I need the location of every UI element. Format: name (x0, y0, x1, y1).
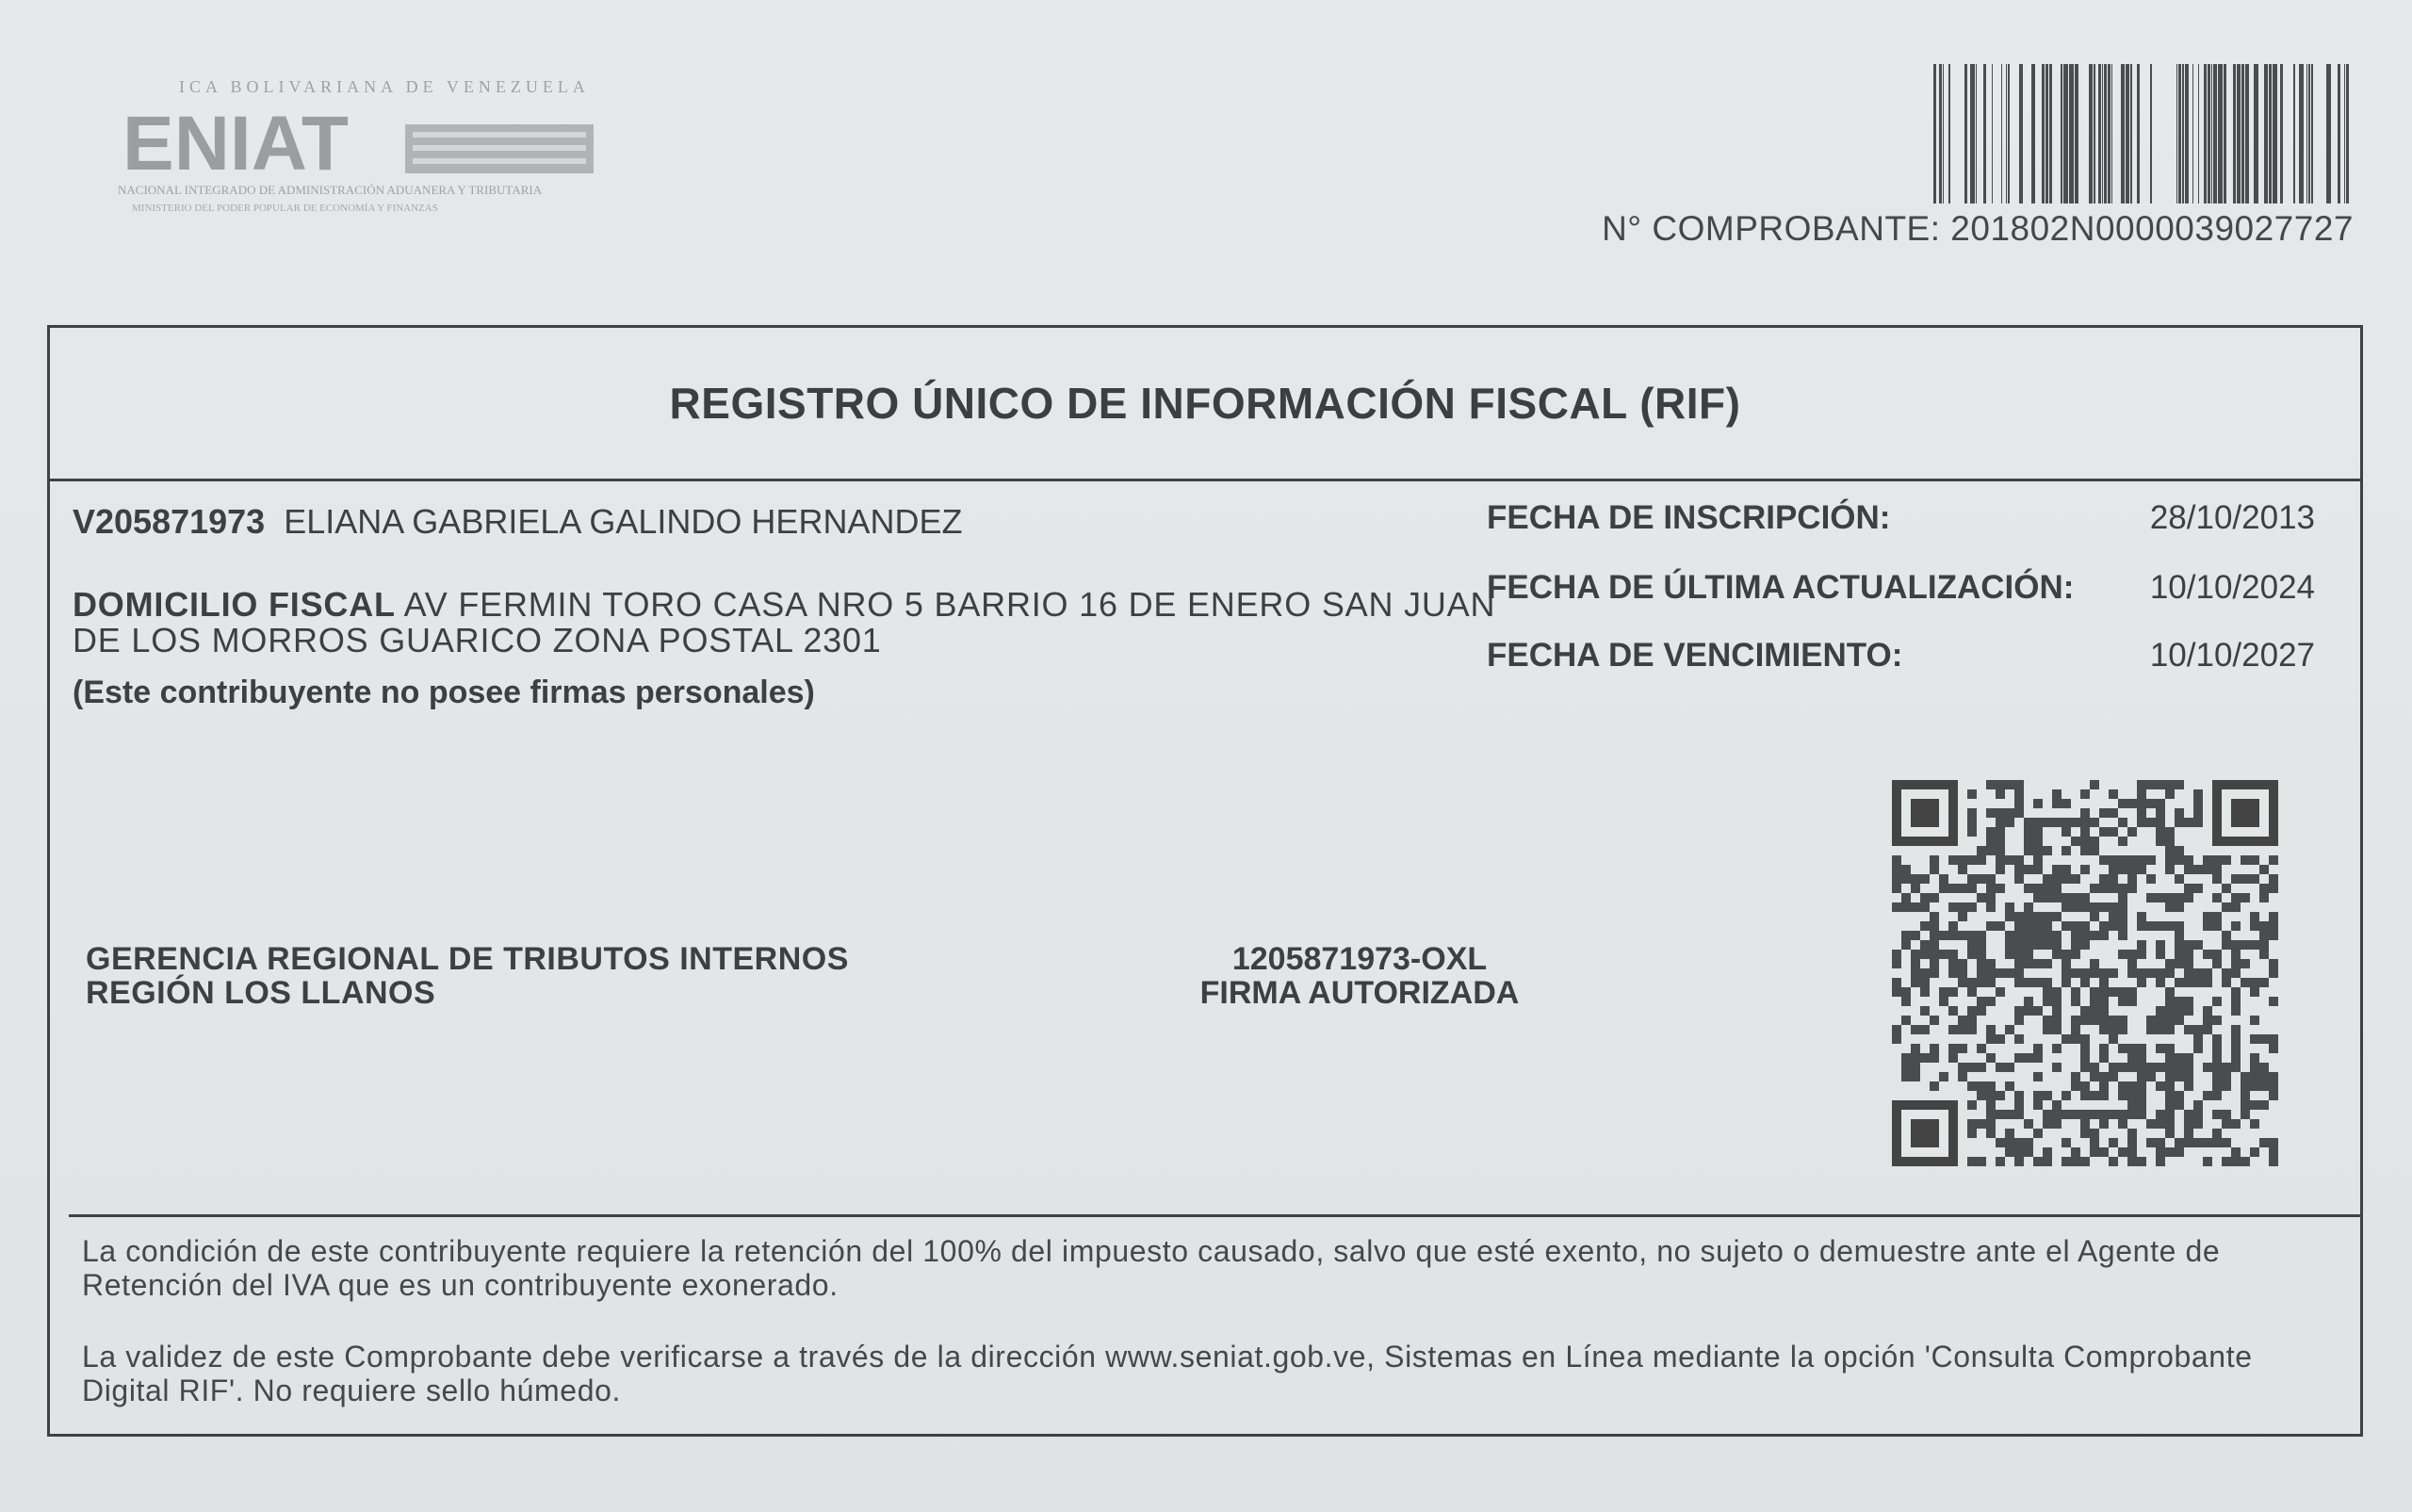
fecha-vencimiento-label: FECHA DE VENCIMIENTO: (1487, 637, 1903, 674)
taxpayer-name: ELIANA GABRIELA GALINDO HERNANDEZ (284, 502, 963, 541)
qr-code (1892, 780, 2278, 1166)
retencion-note: La condición de este contribuyente requiere la retención del 100% del impuesto causado, salvo que esté exento, no sujeto o demuestre ante el Agente de Retención del IVA que es un contribuyente exonerado. (82, 1234, 2221, 1302)
taxpayer-id-line (73, 502, 962, 542)
rif-number: V205871973 (73, 502, 266, 541)
svg-text:MINISTERIO DEL PODER POPULAR D: MINISTERIO DEL PODER POPULAR DE ECONOMÍA Y FINANZAS (132, 203, 438, 214)
domicilio-fiscal (73, 587, 1524, 658)
firma-block (1152, 942, 1567, 1010)
fecha-actualizacion-value: 10/10/2024 (2149, 569, 2315, 606)
comprobante-number: N° COMPROBANTE: 201802N0000039027727 (1602, 209, 2354, 248)
domicilio-value: AV FERMIN TORO CASA NRO 5 BARRIO 16 DE ENERO SAN JUAN DE LOS MORROS GUARICO ZONA POSTAL 2301 (73, 585, 1496, 659)
domicilio-label: DOMICILIO FISCAL (73, 585, 396, 624)
validez-note: La validez de este Comprobante debe verificarse a través de la dirección www.seniat.gob.ve, Sistemas en Línea mediante la opción 'Consulta Comprobante Digital RIF'. No requiere sello húmedo. (82, 1340, 2253, 1407)
barcode (1931, 64, 2365, 205)
fecha-inscripcion-label: FECHA DE INSCRIPCIÓN: (1487, 499, 1891, 536)
fecha-inscripcion-value: 28/10/2013 (2149, 499, 2315, 536)
gerencia-line-1: GERENCIA REGIONAL DE TRIBUTOS INTERNOS (86, 941, 849, 977)
firma-label: FIRMA AUTORIZADA (1199, 975, 1520, 1011)
svg-text:ENIAT: ENIAT (122, 101, 349, 187)
svg-text:ICA BOLIVARIANA DE VENEZUELA: ICA BOLIVARIANA DE VENEZUELA (179, 77, 590, 96)
gerencia-block (86, 942, 849, 1010)
svg-text:NACIONAL INTEGRADO DE ADMINIST: NACIONAL INTEGRADO DE ADMINISTRACIÓN ADUANERA Y TRIBUTARIA (118, 183, 543, 197)
no-firmas-note: (Este contribuyente no posee firmas personales) (73, 675, 815, 710)
fecha-vencimiento-value: 10/10/2027 (2149, 637, 2315, 674)
gerencia-line-2: REGIÓN LOS LLANOS (86, 975, 436, 1011)
fecha-actualizacion-label: FECHA DE ÚLTIMA ACTUALIZACIÓN: (1487, 569, 2075, 606)
seniat-logo (113, 66, 641, 245)
notes-section (69, 1214, 2360, 1434)
firma-code: 1205871973-OXL (1231, 941, 1488, 977)
rif-frame (47, 325, 2363, 1437)
title-row (50, 328, 2360, 481)
document-title: REGISTRO ÚNICO DE INFORMACIÓN FISCAL (RIF) (669, 379, 1741, 428)
